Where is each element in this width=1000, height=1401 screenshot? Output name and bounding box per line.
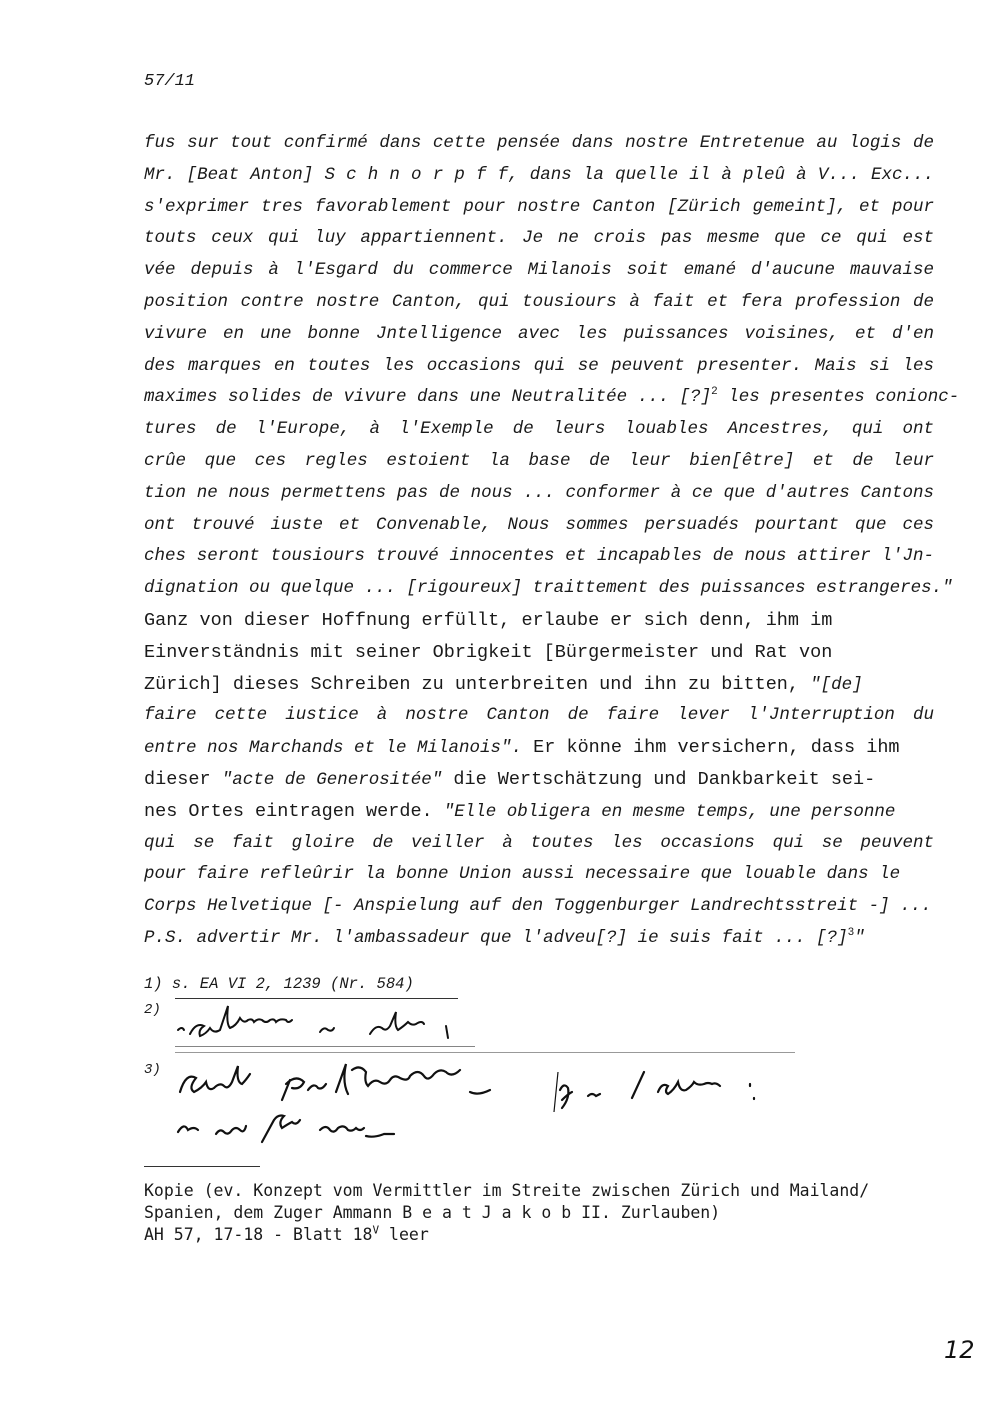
text-line: ches seront tousiours trouvé innocentes et incapables de nous attirer l'Jn- bbox=[144, 546, 934, 567]
text-segment: die Wertschätzung und Dankbarkeit sei- bbox=[442, 768, 876, 790]
text-segment: maximes solides de vivure dans une Neutralitée ... [?] bbox=[144, 387, 712, 408]
text-segment: Er könne ihm versichern, dass ihm bbox=[522, 737, 900, 759]
text-line: fus sur tout confirmé dans cette pensée dans nostre Entretenue au logis de bbox=[144, 133, 934, 153]
text-segment: Spanien, dem Zuger Ammann bbox=[144, 1203, 393, 1222]
text-line: ont trouvé iuste et Convenable, Nous sommes persuadés pourtant que ces bbox=[144, 514, 934, 535]
text-segment: les presentes conionc- bbox=[717, 387, 960, 408]
text-line bbox=[144, 764, 934, 796]
text-segment: "Elle obligera en mesme temps, une personne bbox=[443, 801, 896, 822]
handwritten-page-number bbox=[940, 1316, 984, 1366]
text-line: tion ne nous permettens pas de nous ... conformer à ce que d'autres Cantons bbox=[144, 482, 934, 503]
text-line bbox=[144, 923, 934, 955]
text-segment: dieser bbox=[144, 768, 222, 790]
text-segment: B e a t J a k o b II. Zurlauben) bbox=[402, 1203, 721, 1222]
footnote-3-label: 3) bbox=[144, 1062, 161, 1078]
verso-marker: V bbox=[372, 1223, 380, 1237]
footnote-rule bbox=[175, 1046, 475, 1047]
text-segment: Zürich] dieses Schreiben zu unterbreiten und ihn zu bitten, bbox=[144, 673, 811, 695]
footnote-1: 1) s. EA VI 2, 1239 (Nr. 584) bbox=[144, 975, 414, 993]
text-line: touts ceux qui luy appartiennent. Je ne crois pas mesme que ce qui est bbox=[144, 228, 934, 249]
text-line: dignation ou quelque ... [rigoureux] traittement des puissances estrangeres." bbox=[144, 578, 953, 599]
colophon-line: Kopie (ev. Konzept vom Vermittler im Streite zwischen Zürich und Mailand/ bbox=[144, 1181, 870, 1200]
text-segment: AH 57, 17-18 - Blatt 18 bbox=[144, 1225, 373, 1244]
text-line: crûe que ces regles estoient la base de leur bien[être] et de leur bbox=[144, 450, 934, 471]
text-line: faire cette iustice à nostre Canton de faire lever l'Jnterruption du bbox=[144, 705, 934, 726]
text-segment: "acte de Generositée" bbox=[221, 769, 443, 790]
text-line: pour faire refleûrir la bonne Union aussi necessaire que louable dans le bbox=[144, 864, 901, 885]
handwritten-footnote-3 bbox=[170, 1052, 830, 1152]
text-line: Mr. [Beat Anton] S c h n o r p f f, dans la quelle il à pleû à V... Exc... bbox=[144, 164, 934, 185]
main-text bbox=[144, 128, 960, 955]
colophon-line bbox=[144, 1224, 869, 1246]
text-line: vivure en une bonne Jntelligence avec les puissances voisines, et d'en bbox=[144, 323, 934, 344]
text-line: Ganz von dieser Hoffnung erfüllt, erlaube er sich denn, ihm im bbox=[144, 609, 833, 631]
text-line bbox=[144, 382, 960, 414]
text-line bbox=[144, 669, 934, 701]
page-number-text: 12 bbox=[944, 1336, 975, 1364]
text-line: Corps Helvetique [- Anspielung auf den Toggenburger Landrechtsstreit -] ... bbox=[144, 896, 932, 917]
footnote-2-label: 2) bbox=[144, 1002, 161, 1018]
text-segment: "[de] bbox=[810, 674, 863, 695]
document-reference: 57/11 bbox=[144, 72, 196, 91]
text-segment: entre nos Marchands et le Milanois". bbox=[144, 738, 523, 759]
text-segment: leer bbox=[379, 1225, 429, 1244]
text-line: position contre nostre Canton, qui tousiours à fait et fera profession de bbox=[144, 291, 934, 312]
colophon-line bbox=[144, 1202, 869, 1224]
footnote-rule bbox=[175, 998, 458, 999]
handwritten-footnote-2 bbox=[170, 1004, 470, 1046]
text-line: des marques en toutes les occasions qui se peuvent presenter. Mais si les bbox=[144, 355, 934, 376]
footnote-marker: 3 bbox=[847, 927, 855, 940]
text-line bbox=[144, 796, 934, 828]
text-line: qui se fait gloire de veiller à toutes les occasions qui se peuvent bbox=[144, 832, 934, 853]
text-line: s'exprimer tres favorablement pour nostre Canton [Zürich gemeint], et pour bbox=[144, 196, 934, 217]
text-line: tures de l'Europe, à l'Exemple de leurs louables Ancestres, qui ont bbox=[144, 419, 934, 440]
text-line: Einverständnis mit seiner Obrigkeit [Bürgermeister und Rat von bbox=[144, 641, 833, 663]
text-segment: nes Ortes eintragen werde. bbox=[144, 800, 444, 822]
colophon-separator bbox=[144, 1166, 260, 1167]
page-number bbox=[940, 1316, 984, 1371]
footnote-marker: 2 bbox=[711, 386, 718, 399]
text-line: vée depuis à l'Esgard du commerce Milanois soit emané d'aucune mauvaise bbox=[144, 260, 934, 281]
text-segment: " bbox=[854, 927, 865, 948]
text-segment: P.S. advertir Mr. l'ambassadeur que l'adveu[?] ie suis fait ... [?] bbox=[144, 927, 848, 948]
colophon bbox=[144, 1180, 869, 1246]
text-line bbox=[144, 732, 934, 764]
